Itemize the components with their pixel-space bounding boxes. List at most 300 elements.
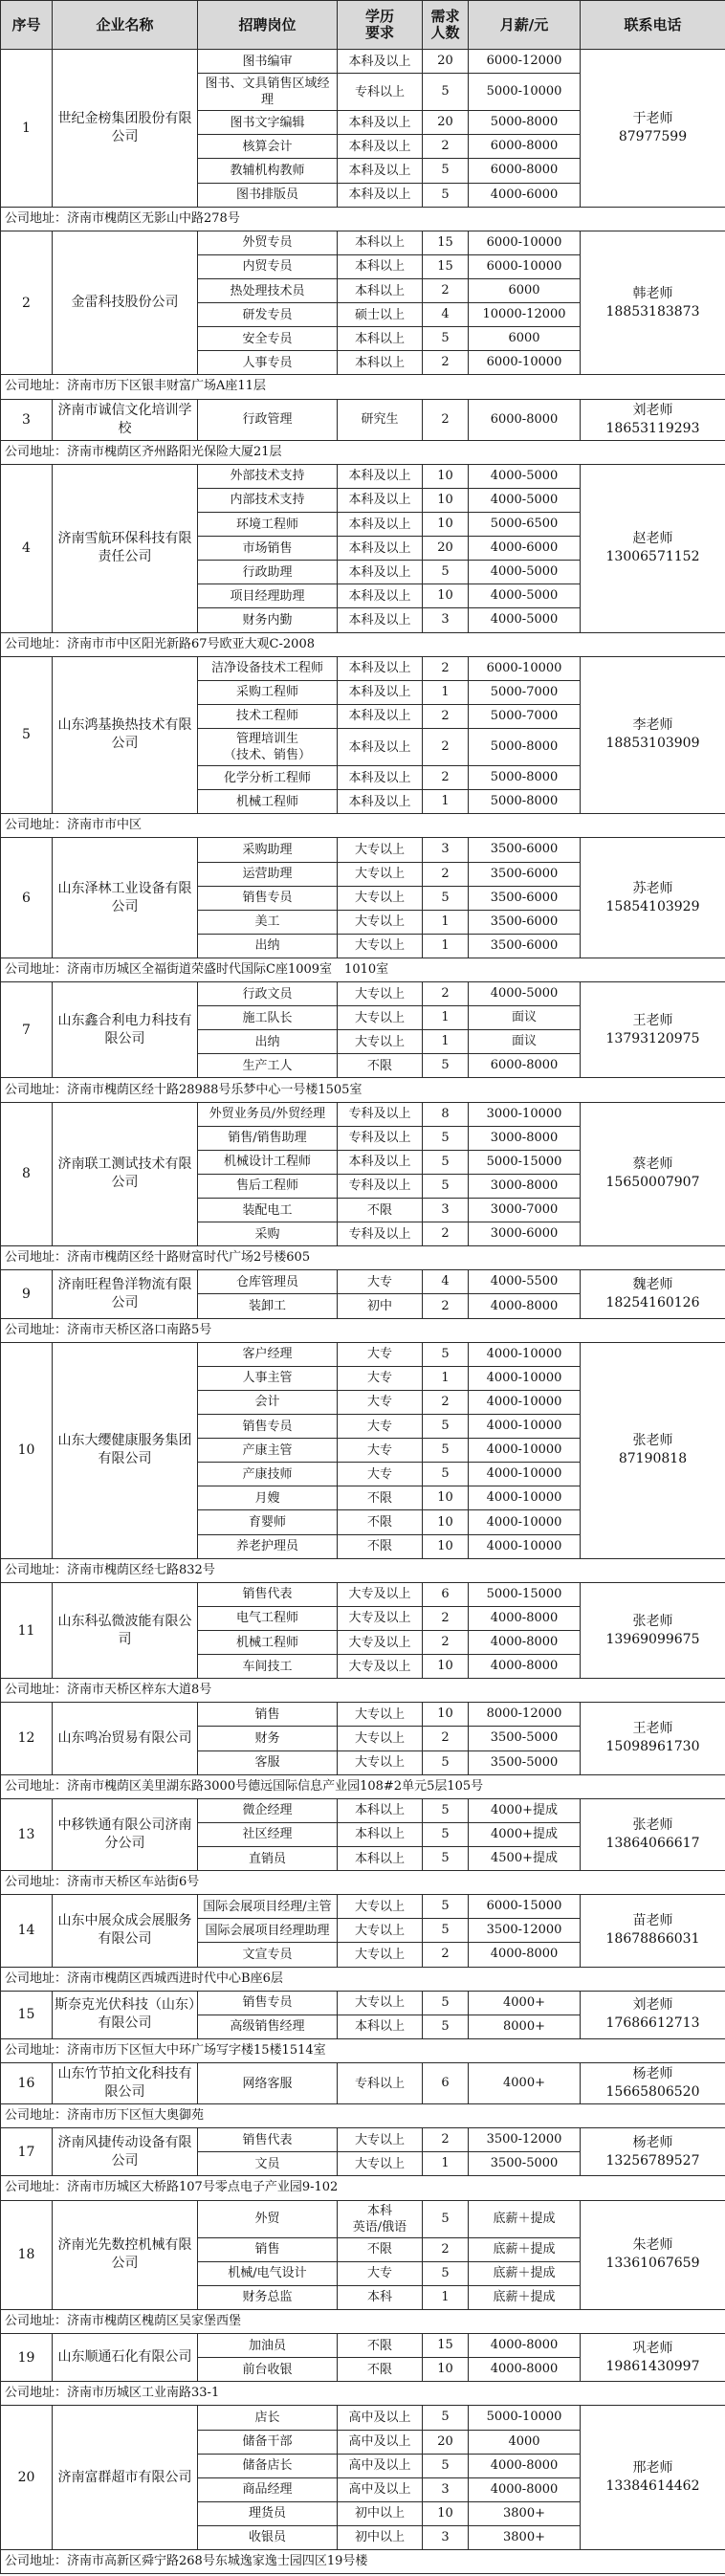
job-title: 销售代表	[198, 1582, 338, 1606]
headcount: 5	[423, 2200, 469, 2237]
education-req: 本科以上	[338, 327, 423, 351]
salary: 4000-8000	[469, 2358, 581, 2382]
company-name: 山东鑫合利电力科技有限公司	[53, 982, 198, 1078]
address-label: 公司地址：	[5, 636, 68, 651]
salary: 3500-12000	[469, 2128, 581, 2152]
company-name: 世纪金榜集团股份有限公司	[53, 50, 198, 208]
education-req: 专科以上	[338, 74, 423, 111]
address-label: 公司地址：	[5, 2042, 68, 2058]
education-req: 本科及以上	[338, 512, 423, 536]
company-address	[1, 2382, 725, 2406]
job-title: 外贸业务员/外贸经理	[198, 1102, 338, 1126]
address-value: 济南市历城区工业南路33-1	[67, 2386, 220, 2401]
address-value: 济南市历下区恒大奥御苑	[67, 2108, 205, 2124]
headcount: 5	[423, 1798, 469, 1822]
address-label: 公司地址：	[5, 1082, 68, 1097]
row-seq: 17	[1, 2128, 53, 2176]
address-label: 公司地址：	[5, 2386, 68, 2401]
salary: 5000-7000	[469, 680, 581, 704]
education-req: 本科及以上	[338, 656, 423, 680]
job-title: 仓库管理员	[198, 1270, 338, 1294]
job-title: 店长	[198, 2406, 338, 2430]
education-req: 不限	[338, 1199, 423, 1222]
job-title: 核算会计	[198, 135, 338, 159]
address-value: 济南市槐荫区经十路28988号乐梦中心一号楼1505室	[67, 1082, 362, 1097]
company-address	[1, 1558, 725, 1582]
education-req: 本科及以上	[338, 584, 423, 608]
salary: 6000-10000	[469, 351, 581, 375]
headcount: 3	[423, 838, 469, 862]
job-title: 商品经理	[198, 2477, 338, 2501]
headcount: 2	[423, 766, 469, 790]
job-title: 直销员	[198, 1846, 338, 1870]
company-name: 济南光先数控机械有限公司	[53, 2200, 198, 2309]
headcount: 1	[423, 2152, 469, 2176]
headcount: 2	[423, 399, 469, 440]
headcount: 1	[423, 1030, 469, 1054]
headcount: 3	[423, 1199, 469, 1222]
education-req: 初中	[338, 1294, 423, 1318]
table-row	[1, 1102, 725, 1126]
salary: 6000-10000	[469, 254, 581, 278]
headcount: 3	[423, 2525, 469, 2549]
headcount: 5	[423, 1991, 469, 2015]
salary: 3800+	[469, 2501, 581, 2525]
job-title: 高级销售经理	[198, 2015, 338, 2038]
job-title: 机械工程师	[198, 790, 338, 814]
address-row	[1, 2104, 725, 2128]
headcount: 2	[423, 862, 469, 886]
address-row	[1, 1679, 725, 1703]
row-seq: 13	[1, 1798, 53, 1870]
headcount: 15	[423, 231, 469, 254]
education-req: 大专	[338, 2261, 423, 2285]
job-title: 客户经理	[198, 1342, 338, 1366]
contact-info: 巩老师 19861430997	[581, 2334, 725, 2382]
company-name: 济南旺程鲁洋物流有限公司	[53, 1270, 198, 1318]
company-address	[1, 2104, 725, 2128]
headcount: 5	[423, 886, 469, 910]
row-seq: 5	[1, 656, 53, 814]
job-title: 储备店长	[198, 2454, 338, 2477]
job-title: 储备干部	[198, 2430, 338, 2454]
education-req: 大专以上	[338, 2128, 423, 2152]
education-req: 本科以上	[338, 278, 423, 302]
salary: 面议	[469, 1030, 581, 1054]
company-name: 山东中展众成会展服务有限公司	[53, 1895, 198, 1967]
education-req: 大专以上	[338, 910, 423, 934]
headcount: 5	[423, 159, 469, 183]
salary: 4000-5500	[469, 1270, 581, 1294]
headcount: 15	[423, 2334, 469, 2358]
job-title: 文宣专员	[198, 1943, 338, 1967]
job-title: 财务内勤	[198, 608, 338, 632]
company-address	[1, 1078, 725, 1102]
row-seq: 7	[1, 982, 53, 1078]
row-seq: 9	[1, 1270, 53, 1318]
row-seq: 1	[1, 50, 53, 208]
salary: 5000-15000	[469, 1582, 581, 1606]
company-address	[1, 814, 725, 838]
address-row	[1, 2382, 725, 2406]
company-name: 金雷科技股份公司	[53, 231, 198, 375]
address-value: 济南市槐荫区经七路832号	[67, 1562, 215, 1577]
education-req: 本科以上	[338, 1846, 423, 1870]
job-title: 月嫂	[198, 1486, 338, 1510]
education-req: 初中以上	[338, 2501, 423, 2525]
education-req: 大专	[338, 1439, 423, 1463]
job-title: 施工队长	[198, 1006, 338, 1030]
job-title: 化学分析工程师	[198, 766, 338, 790]
job-title: 装卸工	[198, 1294, 338, 1318]
table-row	[1, 1895, 725, 1919]
headcount: 10	[423, 584, 469, 608]
row-seq: 11	[1, 1582, 53, 1678]
company-address	[1, 1679, 725, 1703]
salary: 4000-10000	[469, 1486, 581, 1510]
address-value: 济南市历下区银丰财富广场A座11层	[67, 379, 266, 394]
contact-info: 杨老师 13256789527	[581, 2128, 725, 2176]
education-req: 本科及以上	[338, 488, 423, 512]
headcount: 2	[423, 1631, 469, 1655]
headcount: 5	[423, 1750, 469, 1774]
address-row	[1, 814, 725, 838]
education-req: 不限	[338, 2237, 423, 2261]
headcount: 2	[423, 656, 469, 680]
address-row	[1, 1078, 725, 1102]
education-req: 高中及以上	[338, 2477, 423, 2501]
education-req: 大专以上	[338, 1895, 423, 1919]
company-address	[1, 375, 725, 399]
job-title: 图书编审	[198, 50, 338, 74]
education-req: 大专以上	[338, 1750, 423, 1774]
education-req: 大专及以上	[338, 1606, 423, 1630]
education-req: 不限	[338, 1054, 423, 1078]
salary: 4000-10000	[469, 1534, 581, 1558]
education-req: 大专及以上	[338, 1582, 423, 1606]
contact-info: 魏老师 18254160126	[581, 1270, 725, 1318]
salary: 3500-6000	[469, 862, 581, 886]
address-label: 公司地址：	[5, 818, 68, 833]
salary: 5000-7000	[469, 704, 581, 728]
education-req: 本科及以上	[338, 183, 423, 207]
job-title: 售后工程师	[198, 1174, 338, 1198]
row-seq: 20	[1, 2406, 53, 2550]
salary: 3000-8000	[469, 1174, 581, 1198]
headcount: 5	[423, 1342, 469, 1366]
address-value: 济南市市中区	[67, 818, 143, 833]
education-req: 大专及以上	[338, 1655, 423, 1679]
education-req: 专科及以上	[338, 1102, 423, 1126]
education-req: 本科以上	[338, 2015, 423, 2038]
header-company: 企业名称	[53, 1, 198, 50]
contact-info: 刘老师 18653119293	[581, 399, 725, 440]
salary: 4000-5000	[469, 584, 581, 608]
salary: 3500-5000	[469, 1727, 581, 1750]
company-address	[1, 2038, 725, 2062]
education-req: 不限	[338, 1486, 423, 1510]
table-row	[1, 1582, 725, 1606]
contact-info: 赵老师 13006571152	[581, 464, 725, 632]
header-contact: 联系电话	[581, 1, 725, 50]
education-req: 本科及以上	[338, 704, 423, 728]
salary: 4000+	[469, 1991, 581, 2015]
job-title: 外贸专员	[198, 231, 338, 254]
education-req: 不限	[338, 1534, 423, 1558]
company-name: 山东竹节拍文化科技有限公司	[53, 2062, 198, 2103]
education-req: 本科及以上	[338, 1150, 423, 1174]
job-title: 加油员	[198, 2334, 338, 2358]
company-address	[1, 1246, 725, 1270]
address-value: 济南市历城区大桥路107号零点电子产业园9-102	[67, 2180, 339, 2195]
salary: 4500+提成	[469, 1846, 581, 1870]
education-req: 不限	[338, 2334, 423, 2358]
contact-info: 张老师 13969099675	[581, 1582, 725, 1678]
job-title: 网络客服	[198, 2062, 338, 2103]
salary: 3000-10000	[469, 1102, 581, 1126]
company-address	[1, 958, 725, 981]
job-title: 外贸	[198, 2200, 338, 2237]
address-value: 济南市高新区舜宁路268号东城逸家逸士园四区19号楼	[67, 2554, 368, 2569]
salary: 4000-5000	[469, 982, 581, 1006]
job-title: 外部技术支持	[198, 464, 338, 488]
address-label: 公司地址：	[5, 1562, 68, 1577]
salary: 3500-6000	[469, 934, 581, 958]
job-title: 管理培训生 （技术、销售）	[198, 728, 338, 765]
headcount: 2	[423, 351, 469, 375]
salary: 4000-8000	[469, 2454, 581, 2477]
salary: 5000-8000	[469, 766, 581, 790]
contact-info: 于老师 87977599	[581, 50, 725, 208]
salary: 4000-5000	[469, 488, 581, 512]
job-title: 行政助理	[198, 561, 338, 584]
education-req: 硕士以上	[338, 303, 423, 327]
education-req: 本科及以上	[338, 766, 423, 790]
salary: 3500-6000	[469, 886, 581, 910]
education-req: 大专	[338, 1415, 423, 1439]
headcount: 10	[423, 1510, 469, 1534]
table-row	[1, 464, 725, 488]
education-req: 本科及以上	[338, 608, 423, 632]
headcount: 5	[423, 1126, 469, 1150]
headcount: 2	[423, 135, 469, 159]
education-req: 大专	[338, 1366, 423, 1390]
company-name: 济南市诚信文化培训学校	[53, 399, 198, 440]
salary: 4000-10000	[469, 1463, 581, 1486]
job-title: 图书、文具销售区域经理	[198, 74, 338, 111]
address-label: 公司地址：	[5, 2554, 68, 2569]
contact-info: 李老师 18853103909	[581, 656, 725, 814]
job-title: 国际会展项目经理助理	[198, 1919, 338, 1943]
headcount: 2	[423, 1727, 469, 1750]
education-req: 大专以上	[338, 1030, 423, 1054]
table-row	[1, 1798, 725, 1822]
salary: 4000-8000	[469, 1606, 581, 1630]
address-value: 济南市历城区全福街道荣盛时代国际C座1009室 1010室	[67, 961, 389, 977]
company-name: 济南富群超市有限公司	[53, 2406, 198, 2550]
row-seq: 2	[1, 231, 53, 375]
education-req: 高中及以上	[338, 2454, 423, 2477]
salary: 4000-8000	[469, 2334, 581, 2358]
headcount: 20	[423, 537, 469, 561]
address-row	[1, 1246, 725, 1270]
salary: 3500-5000	[469, 1750, 581, 1774]
headcount: 10	[423, 488, 469, 512]
headcount: 5	[423, 327, 469, 351]
company-name: 山东鸣冶贸易有限公司	[53, 1703, 198, 1774]
headcount: 8	[423, 1102, 469, 1126]
headcount: 5	[423, 2406, 469, 2430]
education-req: 本科及以上	[338, 111, 423, 135]
header-position: 招聘岗位	[198, 1, 338, 50]
address-value: 济南市天桥区洛口南路5号	[67, 1322, 212, 1337]
education-req: 大专以上	[338, 1727, 423, 1750]
job-title: 采购助理	[198, 838, 338, 862]
address-row	[1, 2550, 725, 2574]
address-value: 济南市槐荫区经十路财富时代广场2号楼605	[67, 1250, 311, 1266]
row-seq: 14	[1, 1895, 53, 1967]
salary: 6000-8000	[469, 135, 581, 159]
headcount: 1	[423, 1366, 469, 1390]
education-req: 专科及以上	[338, 1174, 423, 1198]
salary: 6000-8000	[469, 399, 581, 440]
row-seq: 16	[1, 2062, 53, 2103]
education-req: 大专	[338, 1390, 423, 1414]
contact-info: 王老师 15098961730	[581, 1703, 725, 1774]
table-row	[1, 2200, 725, 2237]
salary: 6000	[469, 327, 581, 351]
salary: 5000-10000	[469, 74, 581, 111]
company-address	[1, 2550, 725, 2574]
headcount: 5	[423, 1439, 469, 1463]
address-value: 济南市天桥区车站街6号	[67, 1875, 200, 1890]
education-req: 不限	[338, 2358, 423, 2382]
headcount: 2	[423, 1943, 469, 1967]
salary: 3000-8000	[469, 1126, 581, 1150]
salary: 6000-12000	[469, 50, 581, 74]
headcount: 3	[423, 608, 469, 632]
education-req: 本科及以上	[338, 561, 423, 584]
company-address	[1, 2176, 725, 2200]
job-title: 市场销售	[198, 537, 338, 561]
salary: 4000-10000	[469, 1510, 581, 1534]
row-seq: 10	[1, 1342, 53, 1558]
contact-info: 邢老师 13384614462	[581, 2406, 725, 2550]
salary: 8000+	[469, 2015, 581, 2038]
headcount: 10	[423, 1486, 469, 1510]
salary: 6000	[469, 278, 581, 302]
salary: 4000-10000	[469, 1366, 581, 1390]
headcount: 2	[423, 728, 469, 765]
headcount: 5	[423, 183, 469, 207]
headcount: 5	[423, 2454, 469, 2477]
address-label: 公司地址：	[5, 210, 68, 226]
salary: 4000-10000	[469, 1390, 581, 1414]
headcount: 2	[423, 1390, 469, 1414]
table-row	[1, 2062, 725, 2103]
education-req: 本科及以上	[338, 680, 423, 704]
education-req: 大专以上	[338, 1703, 423, 1727]
education-req: 大专	[338, 1463, 423, 1486]
education-req: 大专以上	[338, 1919, 423, 1943]
headcount: 20	[423, 50, 469, 74]
address-row	[1, 2038, 725, 2062]
contact-info: 张老师 87190818	[581, 1342, 725, 1558]
address-value: 济南市槐荫区齐州路阳光保险大厦21层	[67, 444, 282, 459]
table-row	[1, 50, 725, 74]
row-seq: 18	[1, 2200, 53, 2309]
headcount: 1	[423, 910, 469, 934]
job-title: 安全专员	[198, 327, 338, 351]
job-title: 教辅机构教师	[198, 159, 338, 183]
education-req: 大专以上	[338, 982, 423, 1006]
address-value: 济南市天桥区梓东大道8号	[67, 1683, 212, 1698]
row-seq: 3	[1, 399, 53, 440]
headcount: 2	[423, 2237, 469, 2261]
table-row	[1, 2406, 725, 2430]
job-title: 理货员	[198, 2501, 338, 2525]
job-title: 销售/销售助理	[198, 1126, 338, 1150]
job-title: 研发专员	[198, 303, 338, 327]
job-title: 财务	[198, 1727, 338, 1750]
table-row	[1, 2334, 725, 2358]
headcount: 1	[423, 934, 469, 958]
headcount: 10	[423, 2358, 469, 2382]
education-req: 本科及以上	[338, 728, 423, 765]
contact-info: 杨老师 15665806520	[581, 2062, 725, 2103]
contact-info: 刘老师 17686612713	[581, 1991, 725, 2038]
company-address	[1, 2309, 725, 2333]
table-row	[1, 656, 725, 680]
address-value: 济南市历下区恒大中环广场写字楼15楼1514室	[67, 2042, 326, 2058]
job-title: 前台收银	[198, 2358, 338, 2382]
job-title: 装配电工	[198, 1199, 338, 1222]
job-title: 机械工程师	[198, 1631, 338, 1655]
education-req: 大专以上	[338, 886, 423, 910]
row-seq: 6	[1, 838, 53, 958]
headcount: 2	[423, 2128, 469, 2152]
salary: 8000-12000	[469, 1703, 581, 1727]
company-address	[1, 1318, 725, 1342]
salary: 4000-5000	[469, 608, 581, 632]
row-seq: 12	[1, 1703, 53, 1774]
job-title: 文员	[198, 2152, 338, 2176]
address-label: 公司地址：	[5, 2180, 68, 2195]
address-label: 公司地址：	[5, 1322, 68, 1337]
job-title: 养老护理员	[198, 1534, 338, 1558]
address-value: 济南市市中区阳光新路67号欧亚大观C-2008	[67, 636, 315, 651]
education-req: 本科以上	[338, 254, 423, 278]
education-req: 本科及以上	[338, 464, 423, 488]
salary: 3500-5000	[469, 2152, 581, 2176]
address-label: 公司地址：	[5, 444, 68, 459]
company-address	[1, 632, 725, 656]
address-row	[1, 958, 725, 981]
company-name: 济南联工测试技术有限公司	[53, 1102, 198, 1246]
job-title: 机械设计工程师	[198, 1150, 338, 1174]
header-education: 学历 要求	[338, 1, 423, 50]
headcount: 20	[423, 2430, 469, 2454]
salary: 5000-8000	[469, 728, 581, 765]
job-title: 美工	[198, 910, 338, 934]
job-title: 销售	[198, 2237, 338, 2261]
salary: 4000-5000	[469, 464, 581, 488]
job-title: 销售	[198, 1703, 338, 1727]
salary: 3800+	[469, 2525, 581, 2549]
table-row	[1, 2128, 725, 2152]
headcount: 5	[423, 1895, 469, 1919]
salary: 4000-5000	[469, 561, 581, 584]
